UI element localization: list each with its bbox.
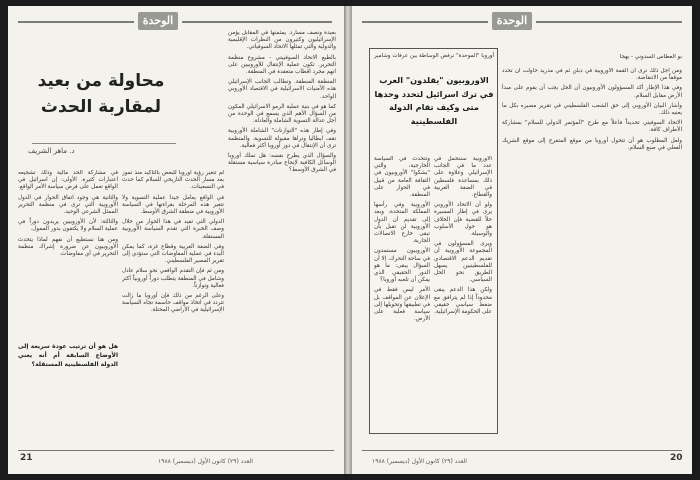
header-rule <box>182 21 332 23</box>
paragraph: والثانية هي وجود اتفاق الحوار في الدول الأوروبية التي ترى في منظمة التحرير الممثل الشرعي الوحيد. <box>18 194 118 216</box>
paragraph: ومن هنا نستطيع أن نفهم لماذا يتحدث الأوروبيون عن ضرورة إشراك منظمة التحرير في أي مفاوضات. <box>18 236 118 258</box>
header-rule <box>18 21 134 23</box>
paragraph: وتتحدث في السياسة الخارجية، والتي "يشكوا" الأوروبيون في الثقافة العامة من قبيل في الحوار على المنطقة. <box>374 156 430 199</box>
article-kicker: أوروبا "الموحدة" ترفض الوساطة بين عرفات وشامير <box>374 53 494 59</box>
paragraph: ومن أجل ذلك نرى أن القمة الأوروبية في دبلن ثم في مدريد حاولت أن تحدد موقفاً من الانتفاضة. <box>502 68 682 82</box>
footer-rule <box>362 450 682 451</box>
paragraph: ويرى المسؤولون في المجموعة الأوروبية أن تقديم الدعم الاقتصادي للفلسطينيين يسهل الطريق نحو الحل السياسي. <box>434 241 492 284</box>
issue-footer: العدد (٢٩) كانون الأول (ديسمبر) ١٩٨٨ <box>372 458 467 465</box>
paragraph: ولكن هذا الدعم يبقى محدوداً إذا لم يترافق مع ضغط سياسي حقيقي على الحكومة الإسرائيلية. <box>434 287 492 316</box>
page-number: 21 <box>20 453 33 463</box>
paragraph: المنطقة المنطقة. وتطالب الجانب الإسرائيلي هذه الأمنيات الاسرائيلية في الاقتصاد الأوروبي الواحد. <box>228 79 336 100</box>
article-headline: محاولة من بعيد لمقاربة الحدث <box>37 71 165 117</box>
right-page <box>352 6 692 474</box>
header-rule <box>362 21 488 23</box>
paragraph: الاتحاد السوفيتي تحديداً فاعلاً مع طرح "المؤتمر الدولي للسلام" بمشاركة الأطراف كافة. <box>502 120 682 134</box>
text-column-right <box>228 30 336 448</box>
magazine-logo: الوحدة <box>492 12 532 30</box>
text-column-main <box>502 68 682 446</box>
author-byline: د. ماهر الشريف <box>28 147 75 155</box>
issue-footer: العدد (٢٩) كانون الأول (ديسمبر) ١٩٨٨ <box>158 458 253 465</box>
paragraph: الأوروبية وفي رأسها المملكة المتحدة، وبعد إلى تقديم أن الدول الأوروبية لن تقبل بأن تبقى خارج الاتصالات الجارية. <box>374 202 430 245</box>
footer-rule <box>18 450 334 451</box>
spine-gutter <box>344 6 352 474</box>
paragraph: في مشاركة الحد مالية وذلك تشجيعه اعتبارات كثيرة. الأولى: إن اسرائيل في الواقع تعمل على فرض سياسة الأمر الواقع. <box>18 170 118 191</box>
paragraph: كما هو في بنية عملية الرمو الاسرائيلي المكون من السؤال الأهم الذي يسمع في الوحدة من أجل عدالة التسوية الشاملة والعادلة. <box>228 103 336 125</box>
paragraph: الأمر ليس فقط في الإعلان عن المواقف بل في تطبيقها وتحويلها إلى سياسة فعلية على الأرض. <box>374 287 430 323</box>
paragraph: بعيدة ونصف مسارد. يمثمنها في المقابل يؤمن الإسرائيليون وكثيرون من النظرات الإقليمية والدولية والتي تمثلها الاتحاد السوفياتي. <box>228 30 336 51</box>
paragraph: ومن ثم فإن التقدم الواقعي نحو سلام عادل وشامل في المنطقة يتطلب دوراً أوروبياً أكثر فعالية وتوازناً. <box>122 268 224 289</box>
magazine-logo: الوحدة <box>138 12 178 30</box>
paragraph: والسؤال الذي يطرح نفسه: هل تملك أوروبا الوسائل الكافية لإنجاح مبادرة سياسية مستقلة في الشرق الأوسط؟ <box>228 153 336 174</box>
left-page <box>8 6 344 474</box>
paragraph: لم تتغير رؤية أوروبا للبعض بالتأكيد منذ تموز بعد مسار الحدث التاريخي للسلام كما حدث في التسعينات. <box>122 170 224 191</box>
paragraph: في الواقع يعامل جيدا عملية التسوية ولا تتغير هذه المرحلة بقراءتها في السياسة الأوروبية في منطقة الشرق الأوسط. <box>122 194 224 216</box>
pull-quote <box>18 342 118 442</box>
author-byline-box <box>502 54 682 66</box>
paragraph: ولو أن الاتحاد الأوروبي يرى في إطار المسيرة حلاً للقضية فإن الخلاف هو حول الأسلوب والوسيلة. <box>434 202 492 238</box>
article-headline: الاوروبيون "يقلدون" العرب في ترك اسرائيل لتحدد وحدها متى وكيف تقام الدولة الفلسطينية <box>374 75 494 126</box>
text-column-middle <box>122 170 224 448</box>
paragraph: الدولي التي تفيد في هذا الحوار من خلال وصف الخبرة التي تقدم السياسة الأوروبية المستقلة. <box>122 219 224 240</box>
paragraph: الأوروبية سنتحمل في عدد ما في الجانب الإسرائيلي وعلاوة على ذلك بمساعدة فلسطين في الضفة الغربية والقطاع. <box>434 156 492 199</box>
paragraph: والثالثة: لأن الأوروبيين يريدون دوراً في عملية السلام ولا يكتفون بدور الممول. <box>18 219 118 233</box>
paragraph: بالطبع الاتحاد السوفييتي - مشروع منظمة التحرير. تكون عملية الإنتقال للأوروبيين على انهم مجرد أقطاب متعقدة في المنطقة. <box>228 54 336 76</box>
text-column-left <box>18 170 118 338</box>
paragraph: وعلى الرغم من ذلك فإن أوروبا ما زالت تتردد في اتخاذ مواقف حاسمة تجاه السياسة الإسرائيلية في الأراضي المحتلة. <box>122 293 224 314</box>
page-number: 20 <box>670 453 683 463</box>
header-rule <box>536 21 682 23</box>
paragraph: وأشار البيان الأوروبي إلى حق الشعب الفلسطيني في تقرير مصيره بكل ما يعنيه ذلك. <box>502 102 682 117</box>
paragraph: وفي إطار هذه "التوازنات" الشاملة الأوروبية تقف ايطاليا وتراها مقبولة للتسوية. والمنظمة ترى أن الإنتقال في دور أوروبا أكثر فعالية. <box>228 128 336 149</box>
box-text-column-left <box>374 156 430 426</box>
paragraph: ولعل المطلوب هو أن تتحول أوروبا من موقع المتفرج إلى موقع الشريك الفعلي في صنع السلام. <box>502 137 682 151</box>
paragraph: وفي الضفة الغربية وقطاع غزة، كما يمكن البدء في عملية المفاوضات التي ستؤدي إلى تقرير المصير الفلسطيني. <box>122 243 224 265</box>
box-text-column-right <box>434 156 492 426</box>
author-byline: بو العطاس السدوني - بهجا <box>619 54 682 60</box>
paragraph: الأوروبيون مستمدون في ساحة التحرك، إلا أن السؤال يبقى: ما هو الدور الحقيقي الذي يمكن أن تلعبه أوروبا؟ <box>374 248 430 284</box>
pull-quote-text: هل هو أن ترتيب عودة سريعة إلى الأوضاع السابقة أم أنه يعني الدولة الفلسطينية المستقلة؟ <box>18 343 118 368</box>
author-divider <box>32 143 176 144</box>
paragraph: وفي هذا الإطار أكد المسؤولون الأوروبيون أن الحل يجب أن يقوم على مبدأ الأرض مقابل السلام. <box>502 85 682 99</box>
